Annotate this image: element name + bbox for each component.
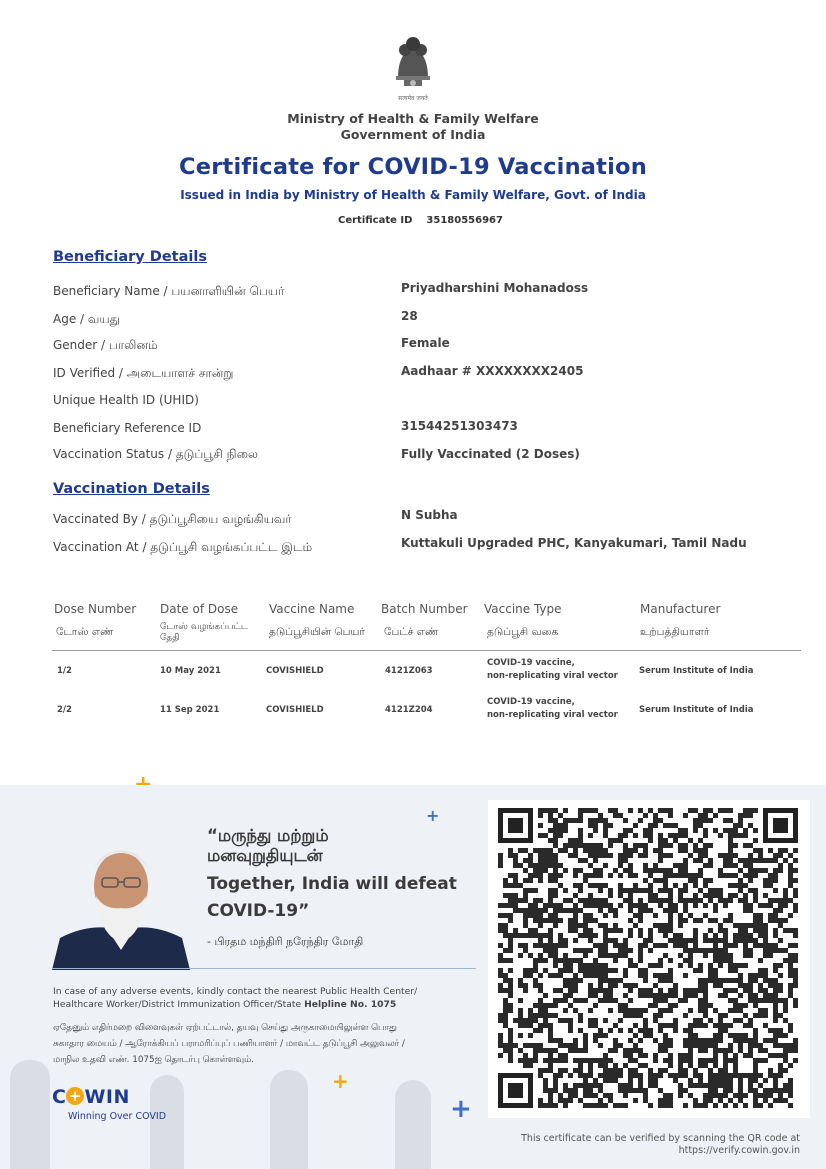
id-verified-value: Aadhaar # XXXXXXXX2405 (401, 364, 584, 378)
crowd-silhouette (150, 1075, 184, 1169)
advisory-tamil (53, 1020, 463, 1068)
advisory-english (53, 985, 453, 1011)
header-manufacturer: Manufacturer (640, 602, 721, 616)
header-dose-number: Dose Number (54, 602, 137, 616)
advisory-tamil-line1: ஏதேனும் எதிர்மறை விளைவுகள் ஏற்பட்டால், தயவு செய்து அருகாமையிலுள்ள பொது (53, 1023, 397, 1033)
table-divider (52, 650, 801, 651)
table-row-2-type-line2: non-replicating viral vector (487, 710, 618, 720)
quote-attribution: - பிரதம மந்திரி நரேந்திர மோதி (207, 935, 364, 948)
plus-decoration-blue: + (426, 806, 440, 825)
crowd-silhouette (395, 1080, 431, 1169)
beneficiary-details-heading: Beneficiary Details (53, 249, 207, 265)
svg-text:सत्यमेव जयते: सत्यमेव जयते (398, 95, 428, 102)
quote-english-line1: Together, India will defeat (207, 874, 457, 894)
vaccinated-at-label: Vaccination At / தடுப்பூசி வழங்கப்பட்ட இடம் (53, 540, 313, 554)
prime-minister-portrait (50, 838, 192, 970)
header-vaccine-type-ta: தடுப்பூசி வகை (487, 626, 559, 638)
vaccination-status-label: Vaccination Status / தடுப்பூசி நிலை (53, 447, 258, 461)
beneficiary-name-value: Priyadharshini Mohanadoss (401, 281, 589, 295)
table-row-1-date: 10 May 2021 (160, 666, 221, 676)
gender-label: Gender / பாலினம் (53, 338, 158, 352)
quote-tamil-line2: மனவுறுதியுடன் (207, 846, 323, 865)
reference-id-value: 31544251303473 (401, 419, 518, 433)
table-row-2-dose: 2/2 (57, 705, 72, 715)
table-row-1-manufacturer: Serum Institute of India (639, 666, 754, 676)
ministry-heading (0, 111, 826, 143)
header-vaccine-name-ta: தடுப்பூசியின் பெயர் (269, 626, 365, 638)
quote-english-line2: COVID-19” (207, 901, 310, 921)
cowin-plus-icon: + (66, 1087, 84, 1105)
beneficiary-name-label: Beneficiary Name / பயனாளியின் பெயர் (53, 284, 285, 298)
advisory-english-line1: In case of any adverse events, kindly contact the nearest Public Health Center/ (53, 986, 418, 997)
header-manufacturer-ta: உற்பத்தியாளர் (640, 626, 710, 638)
age-label: Age / வயது (53, 312, 121, 326)
header-batch-number: Batch Number (381, 602, 468, 616)
quote-tamil (207, 826, 329, 866)
table-row-2-batch: 4121Z204 (385, 705, 433, 715)
gender-value: Female (401, 336, 450, 350)
helpline-number: Helpline No. 1075 (304, 999, 397, 1010)
table-row-1-type-line2: non-replicating viral vector (487, 671, 618, 681)
vaccination-status-value: Fully Vaccinated (2 Doses) (401, 447, 580, 461)
reference-id-label: Beneficiary Reference ID (53, 421, 202, 435)
vaccination-details-heading: Vaccination Details (53, 481, 210, 497)
table-row-1-type-line1: COVID-19 vaccine, (487, 658, 575, 668)
footer-divider (52, 968, 476, 969)
table-row-1-vaccine-name: COVISHIELD (266, 666, 324, 676)
table-row-2-type-line1: COVID-19 vaccine, (487, 697, 575, 707)
certificate-title: Certificate for COVID-19 Vaccination (179, 154, 647, 180)
advisory-english-line2: Healthcare Worker/District Immunization Officer/State (53, 999, 302, 1010)
id-verified-label: ID Verified / அடையாளச் சான்று (53, 366, 234, 380)
quote-english (207, 871, 457, 925)
advisory-tamil-line3: மாநில உதவி எண். 1075ஐ தொடர்பு கொள்ளவும். (53, 1055, 254, 1065)
header-dose-number-ta: டோஸ் எண் (56, 626, 114, 638)
ministry-name: Ministry of Health & Family Welfare (287, 111, 539, 126)
government-name: Government of India (340, 127, 486, 142)
certificate-id-value: 35180556967 (426, 215, 503, 226)
age-value: 28 (401, 309, 418, 323)
certificate-subtitle: Issued in India by Ministry of Health & Family Welfare, Govt. of India (180, 188, 646, 202)
table-row-1-dose: 1/2 (57, 666, 72, 676)
crowd-silhouette (270, 1070, 308, 1169)
national-emblem-icon (388, 30, 438, 105)
table-row-1-batch: 4121Z063 (385, 666, 433, 676)
table-row-2-manufacturer: Serum Institute of India (639, 705, 754, 715)
qr-verification-note (470, 1133, 800, 1157)
vaccinated-by-value: N Subha (401, 508, 458, 522)
header-vaccine-type: Vaccine Type (484, 602, 562, 616)
header-date-of-dose-ta: டோஸ் வழங்கப்பட்ட தேதி (160, 622, 249, 643)
qr-note-line1: This certificate can be verified by scanning the QR code at (521, 1133, 800, 1144)
cowin-logo-c: C (52, 1086, 67, 1108)
header-date-of-dose: Date of Dose (160, 602, 239, 616)
cowin-tagline: Winning Over COVID (68, 1111, 167, 1122)
certificate-id (338, 215, 503, 226)
cowin-logo-win: WIN (84, 1086, 130, 1108)
cowin-logo (52, 1086, 130, 1108)
table-row-2-date: 11 Sep 2021 (160, 705, 220, 715)
vaccinated-by-label: Vaccinated By / தடுப்பூசியை வழங்கியவர் (53, 512, 292, 526)
certificate-id-label: Certificate ID (338, 215, 413, 226)
advisory-tamil-line2: சுகாதார மையம் / ஆரோக்கியப் பராமரிப்புப் பணியாளர் / மாவட்ட தடுப்பூசி அலுவலர் / (53, 1039, 405, 1049)
qr-code[interactable] (488, 800, 810, 1118)
plus-decoration-orange: + (332, 1069, 349, 1093)
table-row-2-vaccine-name: COVISHIELD (266, 705, 324, 715)
verify-link[interactable]: https://verify.cowin.gov.in (678, 1145, 800, 1156)
crowd-silhouette (10, 1060, 50, 1169)
uhid-label: Unique Health ID (UHID) (53, 393, 199, 407)
plus-decoration-blue: + (450, 1094, 472, 1124)
quote-tamil-line1: “மருந்து மற்றும் (207, 826, 329, 845)
vaccinated-at-value: Kuttakuli Upgraded PHC, Kanyakumari, Tamil Nadu (401, 536, 747, 550)
qr-code-frame (488, 800, 810, 1118)
header-vaccine-name: Vaccine Name (269, 602, 355, 616)
header-batch-number-ta: பேட்ச் எண் (384, 626, 439, 638)
